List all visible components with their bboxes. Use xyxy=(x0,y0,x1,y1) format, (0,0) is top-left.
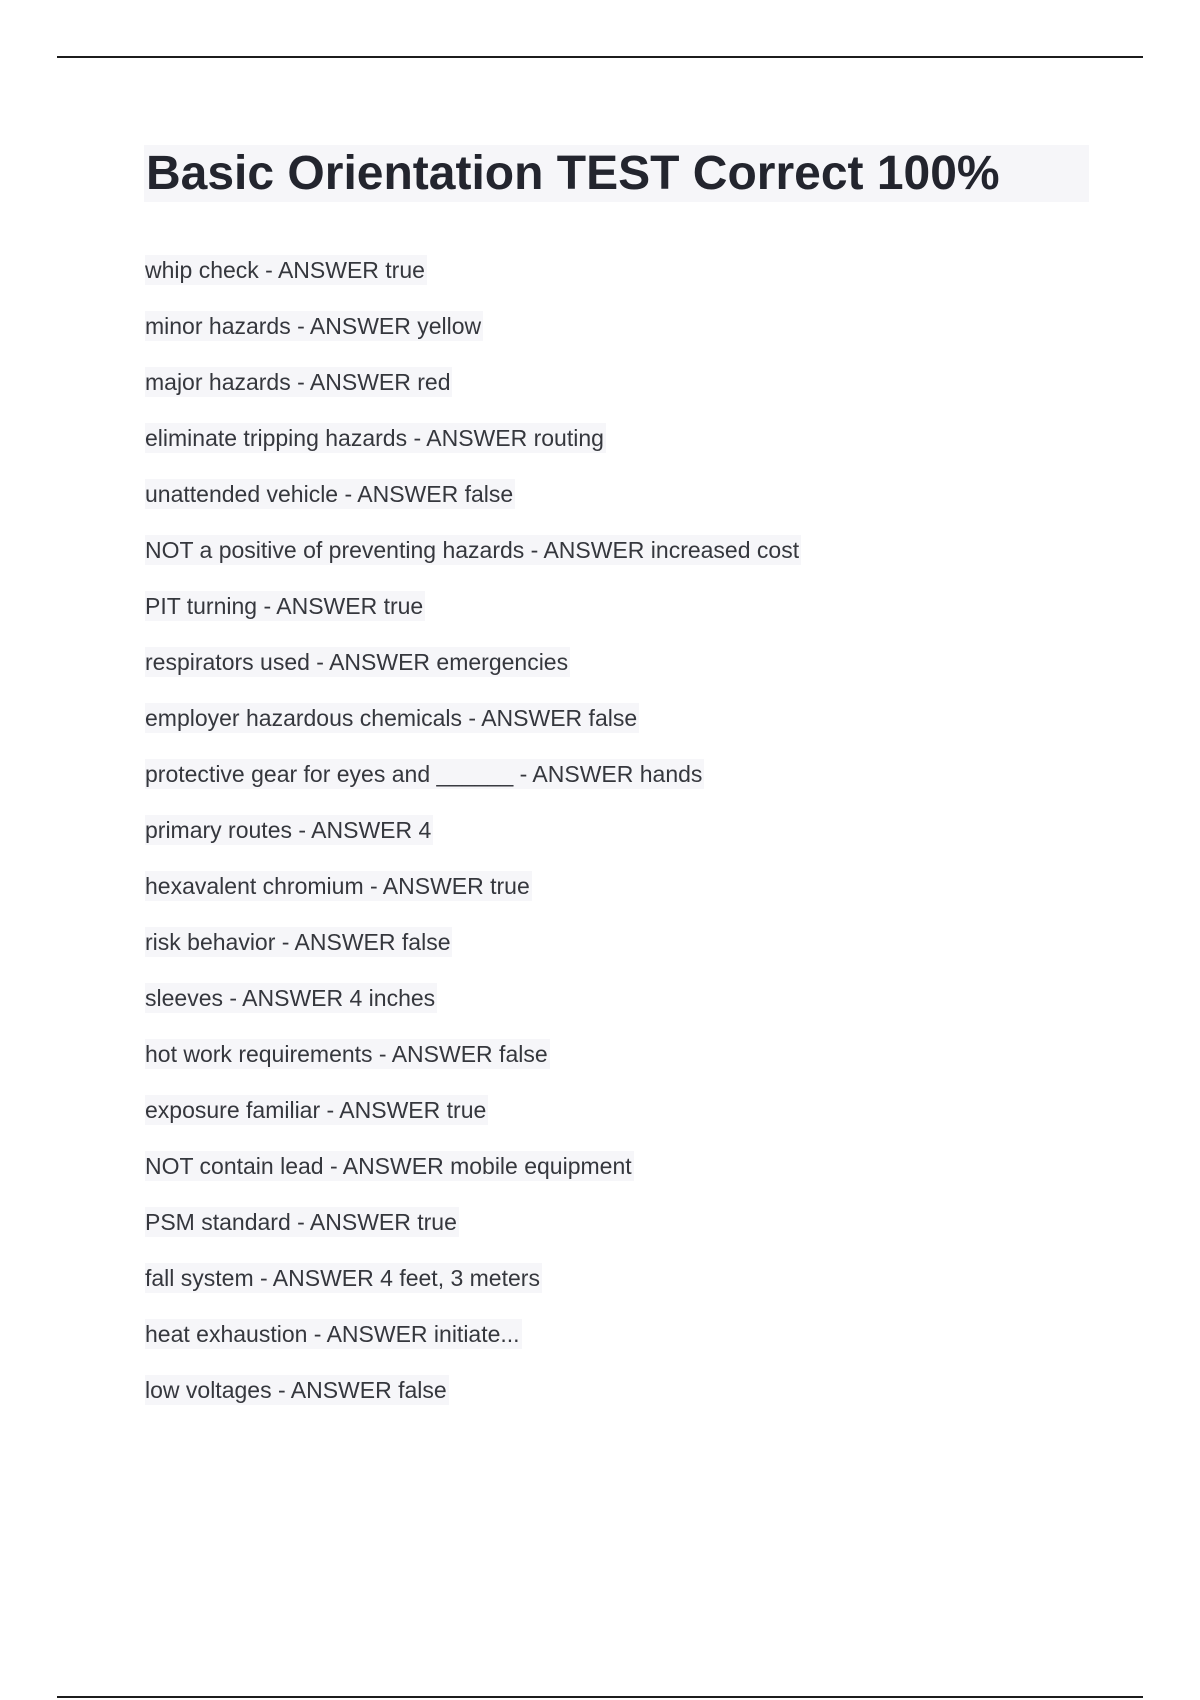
qa-text: risk behavior - ANSWER false xyxy=(145,929,451,955)
qa-text: primary routes - ANSWER 4 xyxy=(145,817,432,843)
qa-text: unattended vehicle - ANSWER false xyxy=(145,481,514,507)
list-item xyxy=(145,1151,801,1207)
qa-text: protective gear for eyes and ______ - ANSWER hands xyxy=(145,761,703,787)
qa-text: PSM standard - ANSWER true xyxy=(145,1209,457,1235)
title-block xyxy=(144,145,1089,202)
list-item xyxy=(145,815,801,871)
qa-text: heat exhaustion - ANSWER initiate... xyxy=(145,1321,520,1347)
qa-text: NOT a positive of preventing hazards - ANSWER increased cost xyxy=(145,537,800,563)
qa-text: PIT turning - ANSWER true xyxy=(145,593,424,619)
list-item xyxy=(145,759,801,815)
list-item xyxy=(145,1263,801,1319)
qa-text: exposure familiar - ANSWER true xyxy=(145,1097,487,1123)
qa-text: low voltages - ANSWER false xyxy=(145,1377,447,1403)
qa-text: eliminate tripping hazards - ANSWER routing xyxy=(145,425,604,451)
list-item xyxy=(145,1319,801,1375)
list-item xyxy=(145,1095,801,1151)
list-item xyxy=(145,535,801,591)
qa-text: hexavalent chromium - ANSWER true xyxy=(145,873,530,899)
list-item xyxy=(145,871,801,927)
list-item xyxy=(145,591,801,647)
list-item xyxy=(145,647,801,703)
bottom-divider xyxy=(57,1696,1143,1698)
qa-text: respirators used - ANSWER emergencies xyxy=(145,649,569,675)
qa-list xyxy=(145,255,801,1431)
qa-text: major hazards - ANSWER red xyxy=(145,369,451,395)
list-item xyxy=(145,983,801,1039)
list-item xyxy=(145,1039,801,1095)
list-item xyxy=(145,1375,801,1431)
list-item xyxy=(145,479,801,535)
list-item xyxy=(145,423,801,479)
top-divider xyxy=(57,56,1143,58)
qa-text: sleeves - ANSWER 4 inches xyxy=(145,985,436,1011)
list-item xyxy=(145,311,801,367)
list-item xyxy=(145,367,801,423)
list-item xyxy=(145,1207,801,1263)
qa-text: fall system - ANSWER 4 feet, 3 meters xyxy=(145,1265,540,1291)
list-item xyxy=(145,255,801,311)
qa-text: hot work requirements - ANSWER false xyxy=(145,1041,548,1067)
list-item xyxy=(145,927,801,983)
qa-text: NOT contain lead - ANSWER mobile equipment xyxy=(145,1153,632,1179)
qa-text: employer hazardous chemicals - ANSWER false xyxy=(145,705,638,731)
qa-text: whip check - ANSWER true xyxy=(145,257,425,283)
document-title: Basic Orientation TEST Correct 100% xyxy=(146,147,1000,200)
list-item xyxy=(145,703,801,759)
qa-text: minor hazards - ANSWER yellow xyxy=(145,313,482,339)
